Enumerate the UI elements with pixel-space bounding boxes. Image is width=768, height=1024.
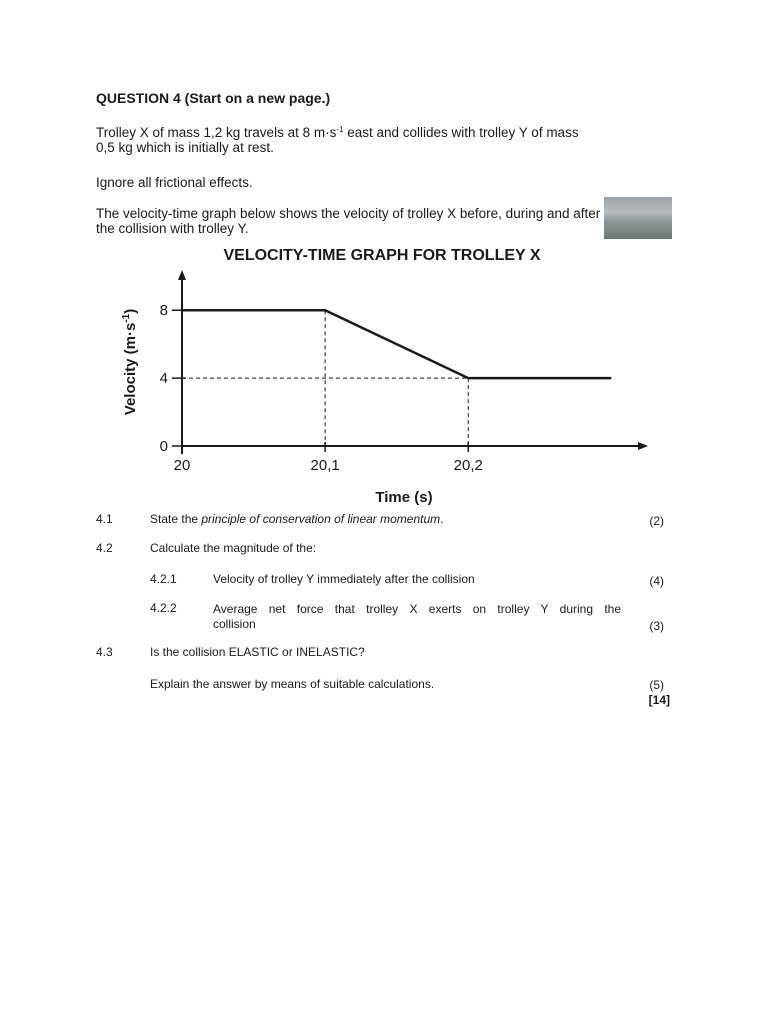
- intro-line2: 0,5 kg which is initially at rest.: [96, 140, 274, 155]
- x-tick-label: 20,2: [453, 457, 483, 474]
- item-explain-text: Explain the answer by means of suitable calculations.: [150, 677, 435, 691]
- item-4-2-1-number: 4.2.1: [150, 572, 177, 586]
- x-axis-label: Time (s): [375, 489, 433, 506]
- item-4-2-1-text: Velocity of trolley Y immediately after the collision: [213, 572, 475, 586]
- item-explain-marks: (5): [649, 678, 664, 692]
- item-4-1-marks: (2): [649, 514, 664, 528]
- item-4-2-2-marks: (3): [649, 619, 664, 633]
- item-4-3-text: Is the collision ELASTIC or INELASTIC?: [150, 645, 365, 659]
- item-4-2-number: 4.2: [96, 541, 113, 555]
- y-tick-label: 0: [159, 438, 168, 455]
- intro-line1-b: east and collides with trolley Y of mass: [343, 125, 579, 140]
- graph-intro-b: and after: [543, 206, 601, 221]
- item-4-3-number: 4.3: [96, 645, 113, 659]
- item-4-2-1-marks: (4): [649, 574, 664, 588]
- chart-ticks: [160, 302, 483, 474]
- item-4-2-text: Calculate the magnitude of the:: [150, 541, 317, 555]
- chart-series: [182, 310, 611, 378]
- item-4-1-number: 4.1: [96, 512, 113, 526]
- x-axis-arrow: [638, 442, 648, 450]
- y-axis-label: Velocity $(m\cdot s^{-1})$: [121, 308, 139, 416]
- intro-line1-a: Trolley X of mass 1,2 kg travels at 8 m·s: [96, 125, 337, 140]
- y-tick-label: 4: [159, 370, 168, 388]
- graph-intro-line2: the collision with trolley Y.: [96, 221, 249, 236]
- chart-guide-lines: [182, 310, 468, 446]
- question-total-marks: [14]: [648, 693, 670, 707]
- item-4-2-2-text: Average net force that trolley X exerts on trolley Y during the collision: [213, 602, 621, 631]
- x-tick-label: 20,1: [310, 457, 340, 474]
- x-tick-label: 20: [173, 457, 191, 474]
- ignore-friction-text: Ignore all frictional effects.: [96, 175, 253, 190]
- item-4-1-text: State the principle of conservation of linear momentum.: [150, 512, 444, 526]
- graph-intro-a: The velocity-time graph below shows the velocity of trolley X before, during: [96, 206, 544, 221]
- item-4-2-2-number: 4.2.2: [150, 601, 177, 615]
- chart-title: VELOCITY-TIME GRAPH FOR TROLLEY X: [223, 247, 541, 264]
- question-heading: QUESTION 4 (Start on a new page.): [96, 90, 331, 106]
- y-tick-label: 8: [159, 302, 168, 320]
- y-axis-arrow: [178, 270, 186, 280]
- intro-unit-sup: -1: [336, 125, 344, 134]
- chart-axes: [178, 270, 648, 454]
- velocity-line: [182, 310, 611, 378]
